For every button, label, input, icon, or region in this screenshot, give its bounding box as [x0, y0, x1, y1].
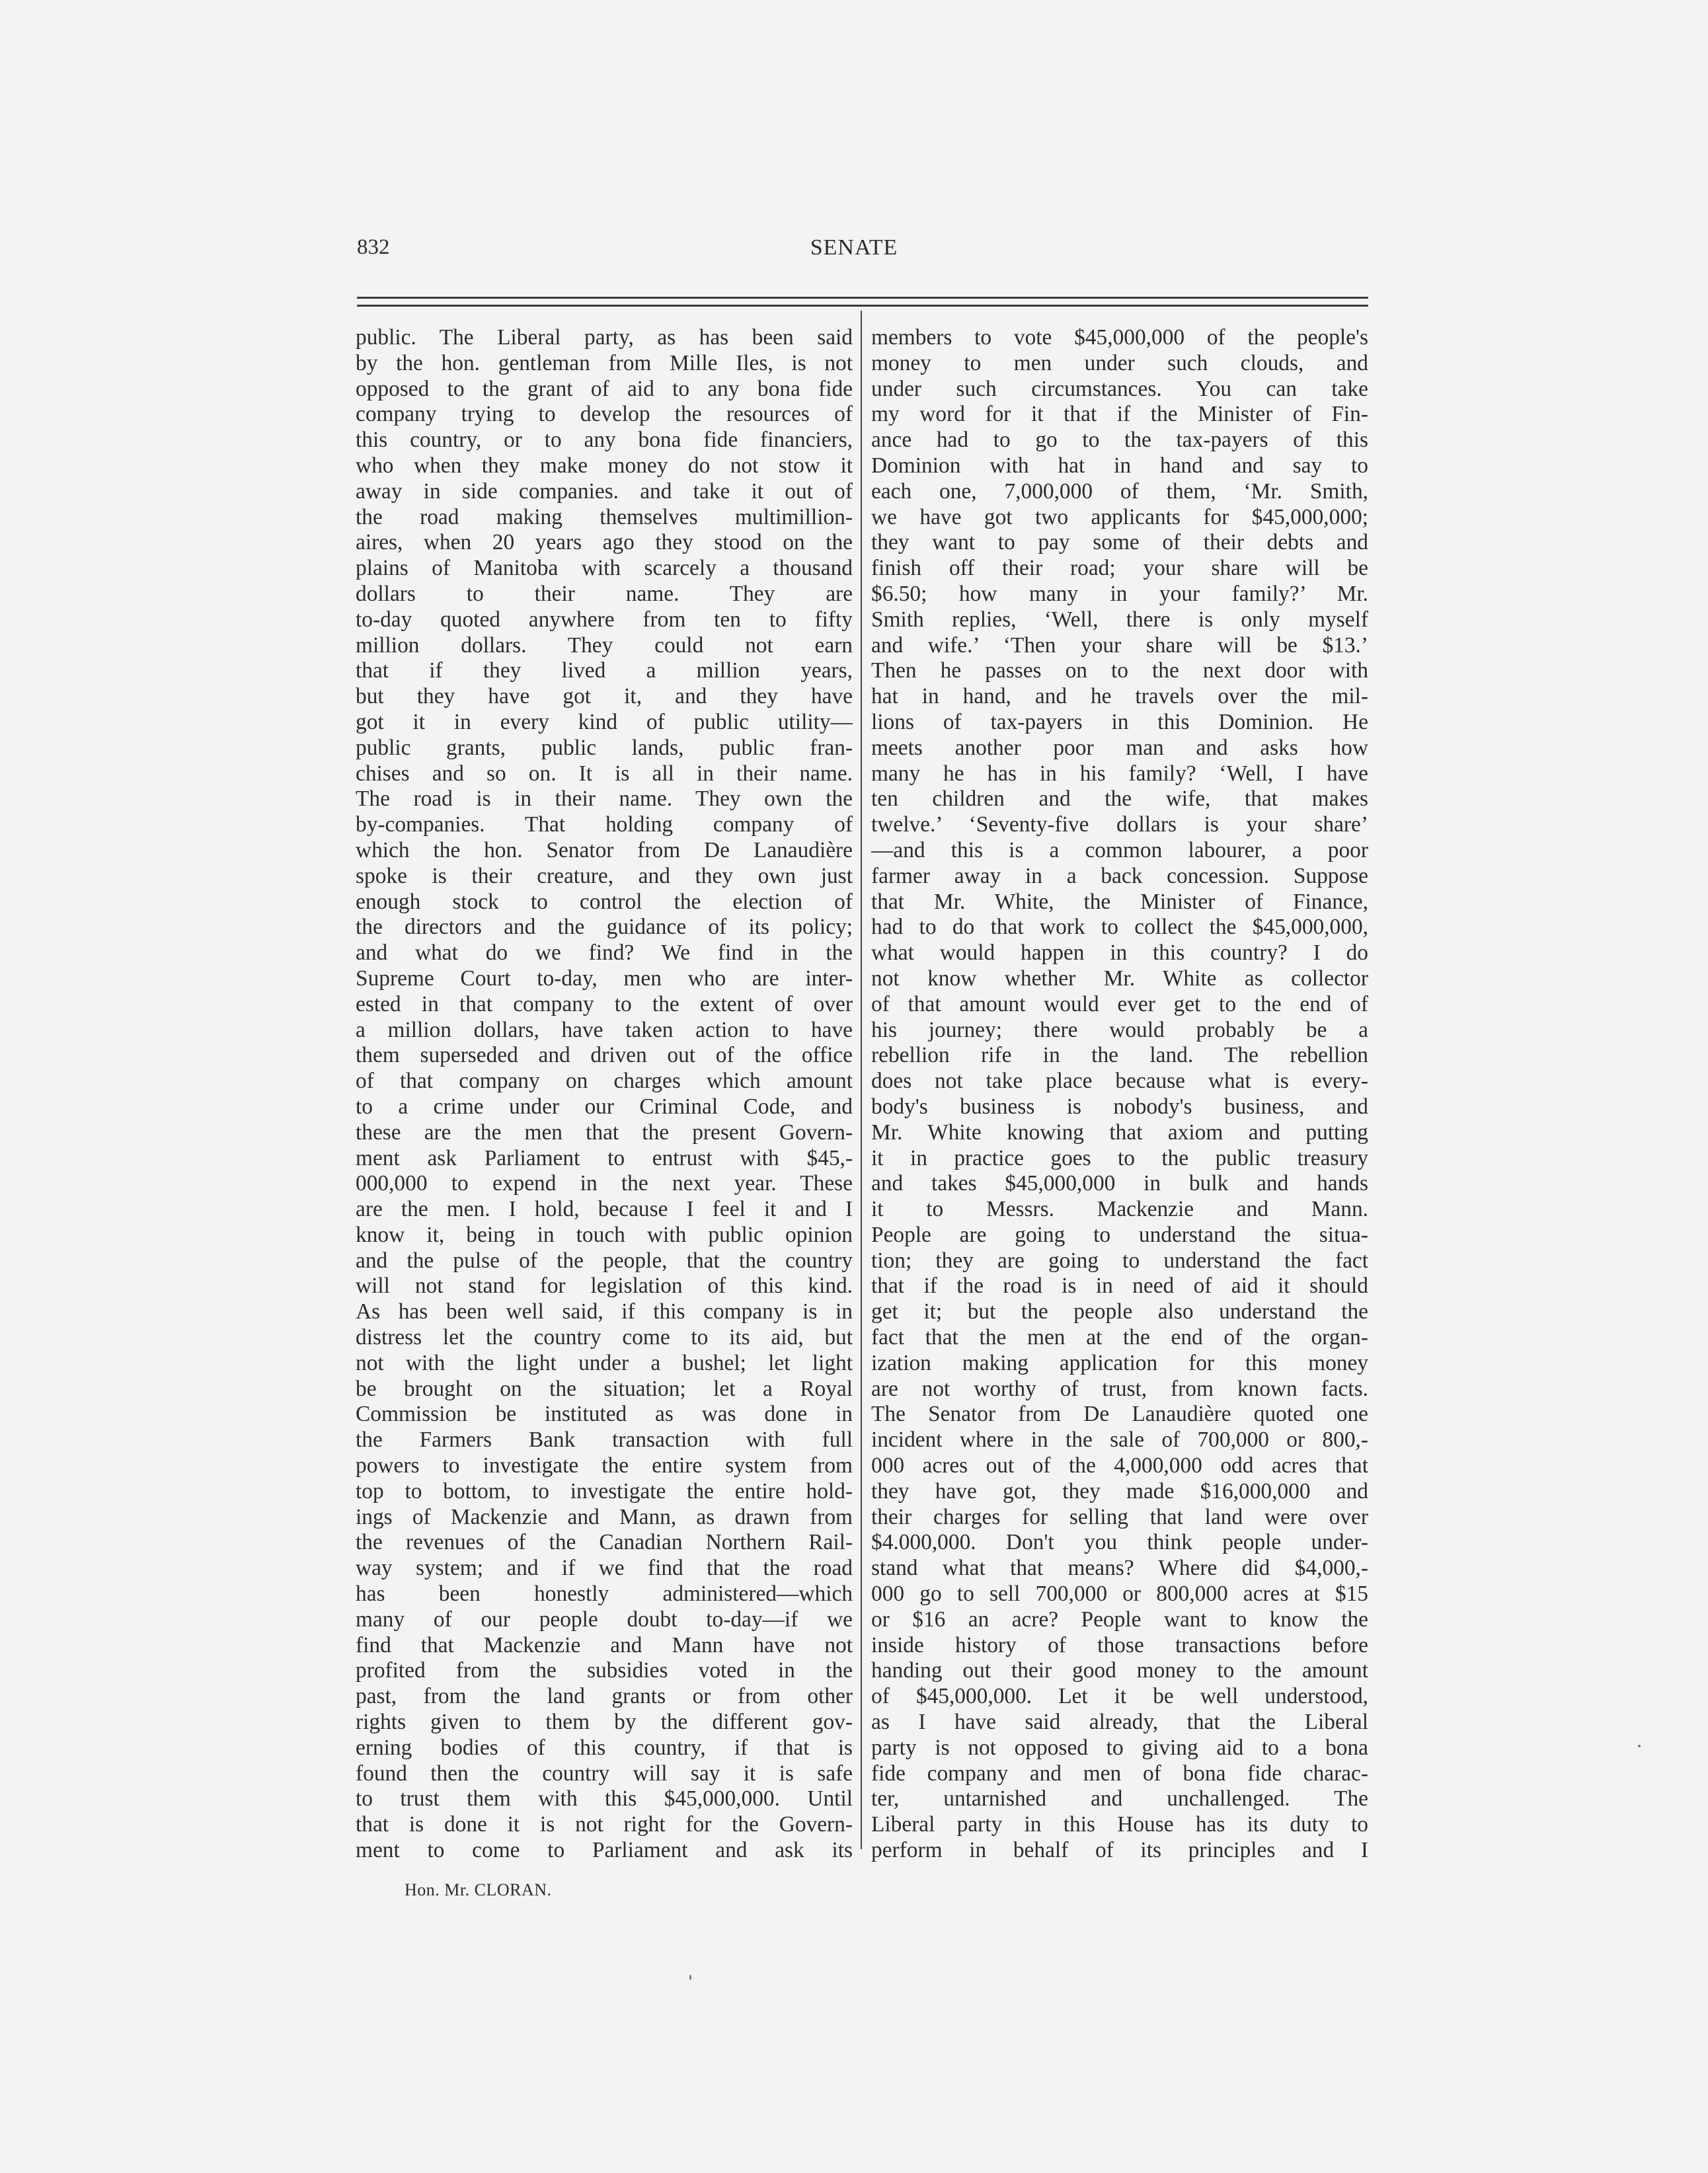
text-line: are not worthy of trust, from known facts. — [871, 1376, 1368, 1401]
text-line: we have got two applicants for $45,000,000; — [871, 504, 1368, 529]
text-line: public. The Liberal party, as has been said — [356, 325, 853, 350]
text-line: or $16 an acre? People want to know the — [871, 1607, 1368, 1632]
text-line: the directors and the guidance of its policy; — [356, 915, 853, 940]
text-line: enough stock to control the election of — [356, 889, 853, 914]
header-rule-top — [357, 297, 1368, 299]
text-line: know it, being in touch with public opinion — [356, 1222, 853, 1247]
text-line: a million dollars, have taken action to have — [356, 1017, 853, 1042]
text-line: to-day quoted anywhere from ten to fifty — [356, 607, 853, 632]
text-line: got it in every kind of public utility— — [356, 709, 853, 734]
text-line: has been honestly administered—which — [356, 1582, 853, 1607]
text-line: As has been well said, if this company is in — [356, 1299, 853, 1324]
text-line: 000,000 to expend in the next year. These — [356, 1171, 853, 1196]
text-line: Mr. White knowing that axiom and putting — [871, 1120, 1368, 1145]
text-line: —and this is a common labourer, a poor — [871, 837, 1368, 862]
text-line: farmer away in a back concession. Suppose — [871, 863, 1368, 888]
text-line: ested in that company to the extent of over — [356, 991, 853, 1016]
text-line: which the hon. Senator from De Lanaudière — [356, 837, 853, 862]
text-line: of that company on charges which amount — [356, 1069, 853, 1094]
text-line: top to bottom, to investigate the entire hold- — [356, 1478, 853, 1504]
text-line: meets another poor man and asks how — [871, 735, 1368, 760]
text-line: who when they make money do not stow it — [356, 453, 853, 478]
text-line: $6.50; how many in your family?’ Mr. — [871, 581, 1368, 606]
text-line: company trying to develop the resources of — [356, 402, 853, 427]
text-line: ten children and the wife, that makes — [871, 786, 1368, 812]
text-line: past, from the land grants or from other — [356, 1684, 853, 1709]
text-line: hat in hand, and he travels over the mil- — [871, 684, 1368, 709]
text-line: incident where in the sale of 700,000 or 800,- — [871, 1428, 1368, 1453]
text-line: ance had to go to the tax-payers of this — [871, 428, 1368, 453]
text-line: erning bodies of this country, if that is — [356, 1735, 853, 1760]
text-line: that is done it is not right for the Govern- — [356, 1812, 853, 1837]
text-line: 000 acres out of the 4,000,000 odd acres that — [871, 1453, 1368, 1478]
text-line: inside history of those transactions before — [871, 1632, 1368, 1658]
text-line: many of our people doubt to-day—if we — [356, 1607, 853, 1632]
text-line: chises and so on. It is all in their name. — [356, 761, 853, 786]
text-line: spoke is their creature, and they own just — [356, 863, 853, 888]
text-line: aires, when 20 years ago they stood on the — [356, 530, 853, 555]
text-line: fact that the men at the end of the organ- — [871, 1325, 1368, 1350]
text-line: them superseded and driven out of the office — [356, 1043, 853, 1068]
text-line: way system; and if we find that the road — [356, 1556, 853, 1581]
text-line: twelve.’ ‘Seventy-five dollars is your share’ — [871, 812, 1368, 837]
text-line: my word for it that if the Minister of Fin- — [871, 402, 1368, 427]
speaker-signature: Hon. Mr. CLORAN. — [405, 1880, 552, 1899]
text-line: each one, 7,000,000 of them, ‘Mr. Smith, — [871, 478, 1368, 504]
text-line: his journey; there would probably be a — [871, 1017, 1368, 1042]
text-line: to trust them with this $45,000,000. Until — [356, 1786, 853, 1811]
right-column — [871, 325, 1368, 1864]
text-line: but they have got it, and they have — [356, 684, 853, 709]
text-line: ment ask Parliament to entrust with $45,- — [356, 1145, 853, 1170]
text-line: they have got, they made $16,000,000 and — [871, 1478, 1368, 1504]
text-line: of that amount would ever get to the end of — [871, 991, 1368, 1016]
text-line: People are going to understand the situa- — [871, 1222, 1368, 1247]
text-line: by the hon. gentleman from Mille Iles, is not — [356, 350, 853, 375]
text-line: Liberal party in this House has its duty to — [871, 1812, 1368, 1837]
text-line: 000 go to sell 700,000 or 800,000 acres at $15 — [871, 1582, 1368, 1607]
text-line: ment to come to Parliament and ask its — [356, 1838, 853, 1863]
text-line: of $45,000,000. Let it be well understood, — [871, 1684, 1368, 1709]
text-line: it in practice goes to the public treasury — [871, 1145, 1368, 1170]
text-line: members to vote $45,000,000 of the people's — [871, 325, 1368, 350]
text-line: perform in behalf of its principles and I — [871, 1838, 1368, 1863]
text-line: profited from the subsidies voted in the — [356, 1658, 853, 1683]
text-line: body's business is nobody's business, and — [871, 1094, 1368, 1119]
text-line: not know whether Mr. White as collector — [871, 966, 1368, 991]
text-line: opposed to the grant of aid to any bona fide — [356, 376, 853, 401]
text-line: does not take place because what is every- — [871, 1069, 1368, 1094]
text-line: that if they lived a million years, — [356, 658, 853, 683]
text-line: Smith replies, ‘Well, there is only myself — [871, 607, 1368, 632]
text-line: rebellion rife in the land. The rebellion — [871, 1043, 1368, 1068]
text-line: plains of Manitoba with scarcely a thousand — [356, 556, 853, 581]
text-line: these are the men that the present Govern- — [356, 1120, 853, 1145]
text-line: The road is in their name. They own the — [356, 786, 853, 812]
text-line: as I have said already, that the Liberal — [871, 1710, 1368, 1735]
text-line: by-companies. That holding company of — [356, 812, 853, 837]
text-line: and what do we find? We find in the — [356, 940, 853, 966]
left-column — [356, 325, 853, 1864]
text-line: that Mr. White, the Minister of Finance, — [871, 889, 1368, 914]
text-line: dollars to their name. They are — [356, 581, 853, 606]
text-line: handing out their good money to the amount — [871, 1658, 1368, 1683]
text-line: their charges for selling that land were over — [871, 1504, 1368, 1529]
text-line: under such circumstances. You can take — [871, 376, 1368, 401]
text-line: $4.000,000. Don't you think people under- — [871, 1530, 1368, 1555]
text-line: lions of tax-payers in this Dominion. He — [871, 709, 1368, 734]
column-divider — [861, 311, 862, 1849]
text-line: found then the country will say it is safe — [356, 1761, 853, 1786]
text-line: not with the light under a bushel; let light — [356, 1350, 853, 1375]
text-line: fide company and men of bona fide charac- — [871, 1761, 1368, 1786]
text-line: the revenues of the Canadian Northern Rail- — [356, 1530, 853, 1555]
text-line: Then he passes on to the next door with — [871, 658, 1368, 683]
text-line: money to men under such clouds, and — [871, 350, 1368, 375]
scan-speck — [1638, 1745, 1641, 1747]
text-line: this country, or to any bona fide financiers, — [356, 428, 853, 453]
text-line: powers to investigate the entire system from — [356, 1453, 853, 1478]
text-line: and the pulse of the people, that the country — [356, 1248, 853, 1273]
text-line: that if the road is in need of aid it should — [871, 1274, 1368, 1299]
text-line: what would happen in this country? I do — [871, 940, 1368, 966]
text-line: it to Messrs. Mackenzie and Mann. — [871, 1197, 1368, 1222]
header-rule-bottom — [357, 305, 1368, 307]
text-line: and takes $45,000,000 in bulk and hands — [871, 1171, 1368, 1196]
text-line: stand what that means? Where did $4,000,- — [871, 1556, 1368, 1581]
running-head: SENATE — [810, 235, 898, 260]
scan-speck — [689, 1975, 691, 1980]
text-line: to a crime under our Criminal Code, and — [356, 1094, 853, 1119]
text-line: are the men. I hold, because I feel it and I — [356, 1197, 853, 1222]
text-line: and wife.’ ‘Then your share will be $13.’ — [871, 632, 1368, 658]
text-line: Commission be instituted as was done in — [356, 1402, 853, 1427]
text-line: get it; but the people also understand the — [871, 1299, 1368, 1324]
text-line: public grants, public lands, public fran- — [356, 735, 853, 760]
text-line: ings of Mackenzie and Mann, as drawn from — [356, 1504, 853, 1529]
text-line: party is not opposed to giving aid to a bona — [871, 1735, 1368, 1760]
text-line: ization making application for this money — [871, 1350, 1368, 1375]
text-line: finish off their road; your share will be — [871, 556, 1368, 581]
text-line: the Farmers Bank transaction with full — [356, 1428, 853, 1453]
text-line: ter, untarnished and unchallenged. The — [871, 1786, 1368, 1811]
text-line: rights given to them by the different gov- — [356, 1710, 853, 1735]
text-line: The Senator from De Lanaudière quoted one — [871, 1402, 1368, 1427]
text-line: million dollars. They could not earn — [356, 632, 853, 658]
text-line: many he has in his family? ‘Well, I have — [871, 761, 1368, 786]
text-line: they want to pay some of their debts and — [871, 530, 1368, 555]
page-number: 832 — [357, 235, 390, 259]
text-line: had to do that work to collect the $45,000,000, — [871, 915, 1368, 940]
text-line: the road making themselves multimillion- — [356, 504, 853, 529]
text-line: away in side companies. and take it out of — [356, 478, 853, 504]
text-line: distress let the country come to its aid, but — [356, 1325, 853, 1350]
text-line: be brought on the situation; let a Royal — [356, 1376, 853, 1401]
text-line: tion; they are going to understand the fact — [871, 1248, 1368, 1273]
text-line: Supreme Court to-day, men who are inter- — [356, 966, 853, 991]
text-line: Dominion with hat in hand and say to — [871, 453, 1368, 478]
text-line: will not stand for legislation of this kind. — [356, 1274, 853, 1299]
text-line: find that Mackenzie and Mann have not — [356, 1632, 853, 1658]
